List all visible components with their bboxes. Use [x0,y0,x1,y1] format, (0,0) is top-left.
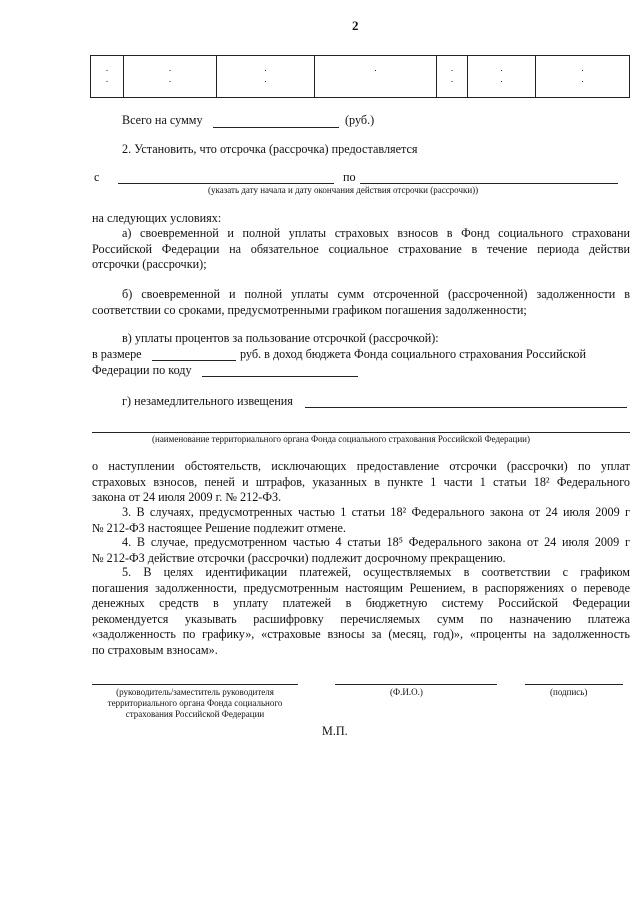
budget-code-field[interactable] [202,376,358,377]
sign-caption: (подпись) [550,687,588,697]
item3-text: 3. В случаях, предусмотренных частью 1 статьи 18² Федерального закона от 24 июля 2009 г № 212-ФЗ настоящее Решение подлежит отмене. [92,505,630,535]
table-cell: . . [91,56,124,98]
table-cell: . . [217,56,315,98]
page-number: 2 [352,18,359,33]
item4-text: 4. В случае, предусмотренном частью 4 статьи 18⁵ Федерального закона от 24 июля 2009 г № 212-ФЗ действие отсрочки (рассрочки) подлежит досрочному прекращению. [92,535,630,565]
interest-amount-field[interactable] [152,360,236,361]
item2-text: 2. Установить, что отсрочка (рассрочка) предоставляется [122,142,418,156]
condition-v: в) уплаты процентов за пользование отсрочкой (рассрочкой): [122,331,439,345]
org-caption: (наименование территориального органа Фонда социального страхования Российской Федерации) [152,434,530,444]
table-cell: . . [124,56,217,98]
conditions-intro: на следующих условиях: [92,211,222,225]
head-signature-line[interactable] [92,684,298,685]
end-date-field[interactable] [360,183,618,184]
notice-org-field[interactable] [305,407,627,408]
from-label: с [94,170,100,184]
name-caption: (Ф.И.О.) [390,687,423,697]
condition-b: б) своевременной и полной уплаты сумм отсроченной (рассроченной) задолженности в соответствии со сроками, предусмотренными графиком погашения задолженности; [92,287,630,317]
total-amount-field[interactable] [213,127,339,128]
total-label: Всего на сумму [122,113,203,127]
condition-g: г) незамедлительного извещения [122,394,293,408]
table-cell: . . [437,56,468,98]
date-caption: (указать дату начала и дату окончания действия отсрочки (рассрочки)) [208,185,479,195]
condition-a: а) своевременной и полной уплаты страховых взносов в Фонд социального страховани Российской Федерации на обязательное социальное страхование в течение периода действи отсрочки (рассрочки); [92,226,630,271]
code-prefix: Федерации по коду [92,363,192,377]
data-table [90,55,630,98]
signature-line[interactable] [525,684,623,685]
amount-suffix: руб. в доход бюджета Фонда социального страхования Российской [240,347,586,361]
total-unit: (руб.) [345,113,375,127]
circumstances-text: о наступлении обстоятельств, исключающих предоставление отсрочки (рассрочки) по уплат страховых взносов, пеней и штрафов, указанных в пункте 1 части 1 статьи 18² Федерального закона от 24 июля 2009 г. № 212-ФЗ. [92,459,630,504]
table-cell: . . [468,56,536,98]
name-line[interactable] [335,684,497,685]
start-date-field[interactable] [118,183,334,184]
table-cell: . [315,56,437,98]
stamp-label: М.П. [322,724,348,738]
to-label: по [343,170,356,184]
amount-prefix: в размере [92,347,142,361]
item5-text: 5. В целях идентификации платежей, осуществляемых в соответствии с графиком погашения задолженности, предусмотренным настоящим Решением, в распоряжениях о переводе денежных средств в уплату платежей в бюджетную систему Российской Федерации рекомендуется указывать расшифровку перечисляемых сумм по назначению платежа «задолженность по графику», «страховые взносы за (месяц, год)», «проценты на задолженность по страховым взносам». [92,565,630,657]
org-name-field[interactable] [92,432,630,433]
head-caption: (руководитель/заместитель руководителя территориального органа Фонда социального страхования Российской Федерации [107,687,283,719]
table-cell: . . [536,56,630,98]
